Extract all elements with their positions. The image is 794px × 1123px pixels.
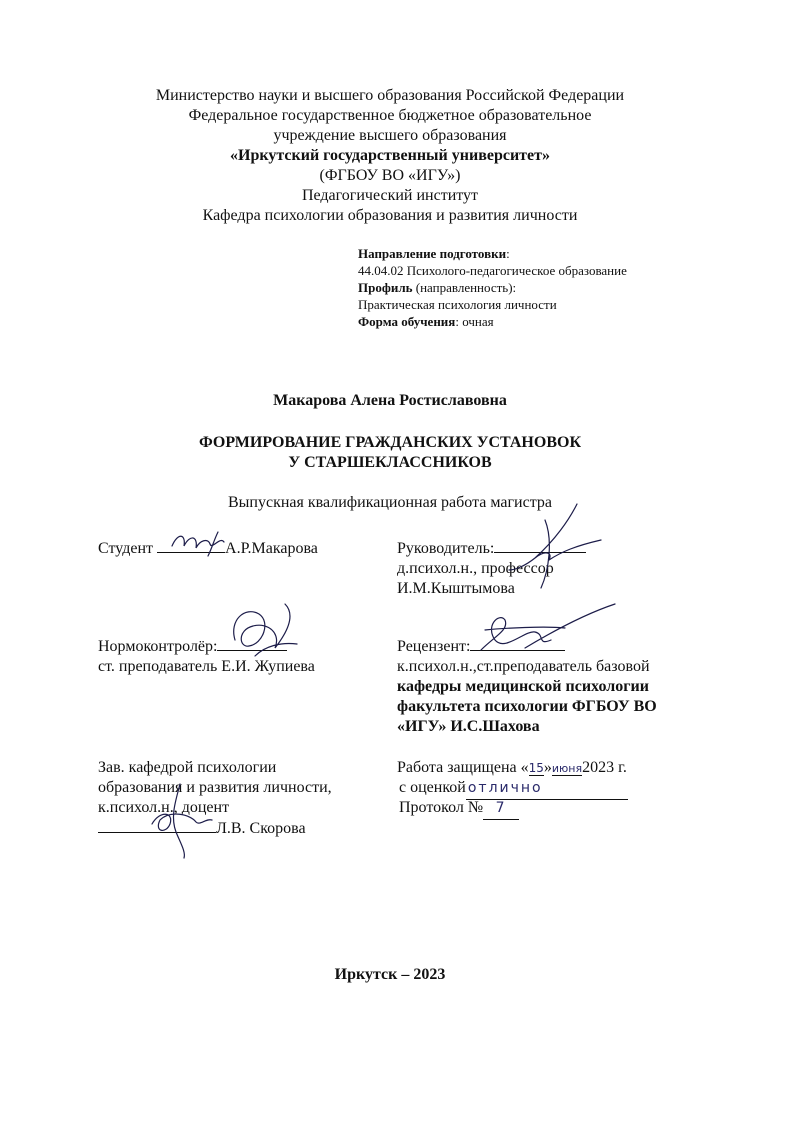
thesis-title-line-2: У СТАРШЕКЛАССНИКОВ [288, 454, 492, 471]
supervisor-name: И.М.Кыштымова [397, 580, 515, 597]
defense-prefix: Работа защищена « [397, 759, 529, 776]
profile-label: Профиль [358, 280, 413, 295]
reviewer-signature-icon [465, 600, 625, 660]
profile-value: Практическая психология личности [358, 297, 557, 312]
city-year: Иркутск – 2023 [334, 966, 446, 983]
head-line-2: образования и развития личности, [98, 779, 332, 796]
university-abbr: (ФГБОУ ВО «ИГУ») [319, 167, 461, 184]
study-form-line [358, 313, 494, 330]
defense-day: 15 [528, 761, 544, 775]
direction-colon: : [506, 246, 510, 261]
head-signature-icon [140, 780, 230, 860]
study-form-value: : очная [455, 314, 494, 329]
study-form-label: Форма обучения [358, 314, 456, 329]
defense-line [397, 757, 627, 779]
institute-name: Педагогический институт [301, 187, 479, 204]
normcontrol-position: ст. преподаватель Е.И. Жупиева [98, 658, 315, 675]
grade-value: отлично [466, 778, 628, 800]
author-name: Макарова Алена Ростиславовна [273, 392, 507, 409]
head-line-1: Зав. кафедрой психологии [98, 759, 277, 776]
institution-line-1: Федеральное государственное бюджетное образовательное [188, 107, 592, 124]
defense-month: июня [551, 762, 583, 775]
institution-line-2: учреждение высшего образования [273, 127, 507, 144]
reviewer-line-2: кафедры медицинской психологии [397, 678, 649, 695]
direction-label: Направление подготовки [358, 246, 507, 261]
thesis-title-line-1: ФОРМИРОВАНИЕ ГРАЖДАНСКИХ УСТАНОВОК [198, 434, 582, 451]
defense-year: 2023 г. [582, 759, 627, 776]
supervisor-signature-icon [505, 500, 605, 590]
grade-label: с оценкой [399, 779, 466, 796]
department-name: Кафедра психологии образования и развития личности [202, 207, 578, 224]
protocol-line [399, 797, 519, 820]
supervisor-label: Руководитель: [397, 540, 495, 557]
defense-quote-close: » [543, 759, 552, 776]
head-name: Л.В. Скорова [216, 820, 306, 837]
direction-value: 44.04.02 Психолого-педагогическое образование [358, 263, 627, 278]
normcontrol-label: Нормоконтролёр: [98, 638, 218, 655]
profile-label-line [358, 279, 516, 296]
university-name: «Иркутский государственный университет» [230, 147, 550, 164]
protocol-label: Протокол № [399, 799, 484, 816]
direction-label-line [358, 245, 510, 262]
student-name: А.Р.Макарова [225, 540, 318, 557]
supervisor-degree: д.психол.н., профессор [397, 560, 554, 577]
student-label: Студент [98, 540, 154, 557]
profile-suffix: (направленность): [412, 280, 517, 295]
work-type: Выпускная квалификационная работа магистра [227, 494, 552, 511]
head-line-3: к.психол.н., доцент [98, 799, 230, 816]
reviewer-line-4: «ИГУ» И.С.Шахова [397, 718, 540, 735]
protocol-number: 7 [483, 798, 519, 820]
normcontrol-signature-icon [225, 600, 305, 660]
student-signature-icon [168, 528, 238, 558]
reviewer-line-1: к.психол.н.,ст.преподаватель базовой [397, 658, 650, 675]
reviewer-line-3: факультета психологии ФГБОУ ВО [397, 698, 657, 715]
reviewer-label: Рецензент: [397, 638, 471, 655]
ministry-line: Министерство науки и высшего образования Российской Федерации [155, 87, 625, 104]
